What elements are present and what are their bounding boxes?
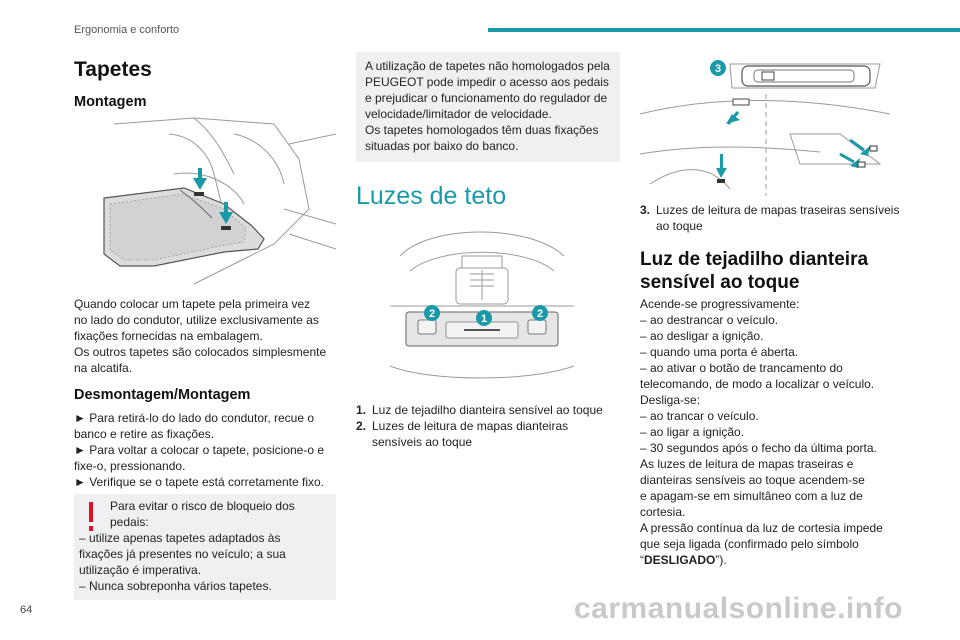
text-line: cortesia. bbox=[640, 505, 686, 519]
text-line: “DESLIGADO”). bbox=[640, 553, 727, 567]
text-line: – ao ativar o botão de trancamento do bbox=[640, 361, 843, 375]
text-line: Para evitar o risco de bloqueio dos bbox=[110, 499, 295, 513]
text-line: Os outros tapetes são colocados simplesmente bbox=[74, 345, 327, 359]
floor-mat-illustration bbox=[74, 114, 336, 290]
text-line: – ao ligar a ignição. bbox=[640, 425, 745, 439]
text-line: que seja ligada (confirmado pelo símbolo bbox=[640, 537, 859, 551]
text-line: fixações já presentes no veículo; a sua bbox=[79, 547, 286, 561]
subheading-desmontagem: Desmontagem/Montagem bbox=[74, 387, 251, 403]
watermark: carmanualsonline.info bbox=[574, 592, 903, 625]
text-line: As luzes de leitura de mapas traseiras e bbox=[640, 457, 854, 471]
text-line: banco e retire as fixações. bbox=[74, 427, 215, 441]
section-title-luz-tejadilho bbox=[640, 248, 868, 294]
text-line: PEUGEOT pode impedir o acesso aos pedais bbox=[365, 75, 609, 89]
steps-list bbox=[74, 410, 324, 490]
callout-3: 3 bbox=[714, 63, 722, 75]
header-accent-bar bbox=[488, 28, 960, 32]
callout-2-right: 2 bbox=[536, 308, 544, 320]
text-line: fixações fornecidas na embalagem. bbox=[74, 329, 263, 343]
text-line: – 30 segundos após o fecho da última porta. bbox=[640, 441, 877, 455]
text-line: – quando uma porta é aberta. bbox=[640, 345, 799, 359]
lights-list bbox=[356, 402, 620, 450]
desligado-label: DESLIGADO bbox=[644, 553, 716, 567]
text-line: dianteiras sensíveis ao toque acendem-se bbox=[640, 473, 865, 487]
text-line: ► Para retirá-lo do lado do condutor, recue o bbox=[74, 411, 315, 425]
subheading-montagem: Montagem bbox=[74, 94, 147, 110]
front-lights-illustration bbox=[390, 216, 574, 386]
text-line: pedais: bbox=[110, 515, 149, 529]
text-line: fixe-o, pressionando. bbox=[74, 459, 186, 473]
text-line: velocidade/limitador de velocidade. bbox=[365, 107, 552, 121]
text-line: A utilização de tapetes não homologados pela bbox=[365, 59, 610, 73]
text-line: telecomando, de modo a localizar o veículo. bbox=[640, 377, 875, 391]
section-title-tapetes: Tapetes bbox=[74, 58, 152, 81]
text-line: utilização é imperativa. bbox=[79, 563, 202, 577]
callout-2-left: 2 bbox=[428, 308, 436, 320]
callout-1: 1 bbox=[480, 313, 488, 325]
text-line: A pressão contínua da luz de cortesia impede bbox=[640, 521, 883, 535]
section-title-luzes: Luzes de teto bbox=[356, 182, 507, 210]
warning-box bbox=[74, 494, 336, 600]
text-line: ao toque bbox=[656, 219, 703, 233]
text-line: e prejudicar o funcionamento do regulador de bbox=[365, 91, 608, 105]
text-line: Luz de tejadilho dianteira bbox=[640, 249, 869, 270]
text-line: ► Para voltar a colocar o tapete, posicione-o e bbox=[74, 443, 325, 457]
list-item: 2. Luzes de leitura de mapas dianteiras bbox=[356, 419, 569, 433]
text-line: – ao trancar o veículo. bbox=[640, 409, 759, 423]
note-box bbox=[356, 52, 620, 162]
text-line: Os tapetes homologados têm duas fixações bbox=[365, 123, 599, 137]
text-line: na alcatifa. bbox=[74, 361, 133, 375]
text-line: sensível ao toque bbox=[640, 272, 800, 293]
paragraph-montagem bbox=[74, 296, 326, 376]
rear-lights-list bbox=[640, 202, 910, 234]
text-line: Acende-se progressivamente: bbox=[640, 297, 800, 311]
warning-icon bbox=[86, 500, 96, 534]
text-line: – ao desligar a ignição. bbox=[640, 329, 764, 343]
text-line: ► Verifique se o tapete está corretamente fixo. bbox=[74, 475, 325, 489]
text-line: situadas por baixo do banco. bbox=[365, 139, 519, 153]
page-number: 64 bbox=[20, 604, 33, 616]
text-line: Quando colocar um tapete pela primeira vez bbox=[74, 297, 311, 311]
text-line: no lado do condutor, utilize exclusivamente as bbox=[74, 313, 319, 327]
text-line: sensíveis ao toque bbox=[372, 435, 473, 449]
text-line: – ao destrancar o veículo. bbox=[640, 313, 779, 327]
list-item: 1. Luz de tejadilho dianteira sensível ao toque bbox=[356, 403, 603, 417]
text-line: – Nunca sobreponha vários tapetes. bbox=[79, 579, 272, 593]
rear-lights-illustration bbox=[640, 54, 890, 196]
section-header: Ergonomia e conforto bbox=[74, 24, 180, 36]
text-line: – utilize apenas tapetes adaptados às bbox=[79, 531, 281, 545]
text-line: e apagam-se em simultâneo com a luz de bbox=[640, 489, 863, 503]
list-item: 3. Luzes de leitura de mapas traseiras sensíveis bbox=[640, 203, 900, 217]
paragraph-luz-tejadilho bbox=[640, 296, 930, 568]
text-line: Desliga-se: bbox=[640, 393, 701, 407]
